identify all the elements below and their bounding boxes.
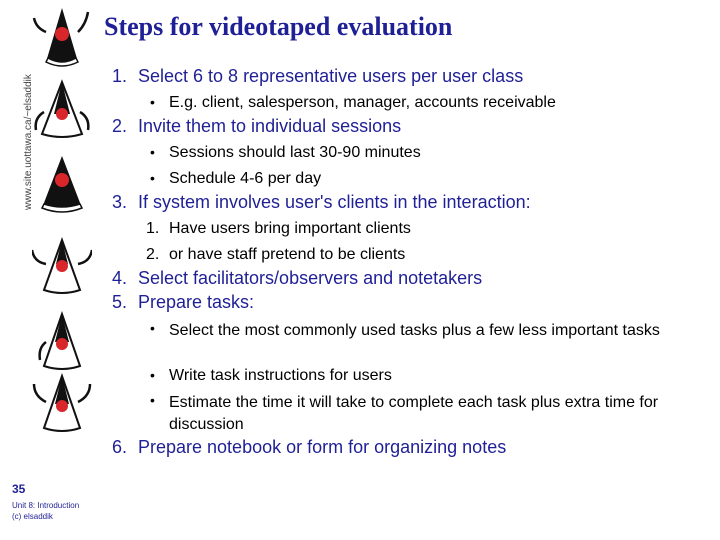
bullet-icon: • — [150, 144, 155, 160]
step-item — [112, 116, 401, 137]
step-label: Select facilitators/observers and notetakers — [138, 268, 483, 288]
bullet-text: Schedule 4-6 per day — [169, 170, 322, 187]
footer — [12, 500, 79, 522]
step-label: Prepare notebook or form for organizing notes — [138, 437, 507, 457]
step-label: Invite them to individual sessions — [138, 116, 402, 136]
bullet-icon: • — [150, 94, 155, 110]
step-item — [112, 437, 506, 458]
substep-number: 2. — [146, 246, 160, 263]
bullet-icon: • — [150, 170, 155, 186]
bullet-icon: • — [150, 320, 155, 336]
step-number: 2. — [112, 116, 128, 136]
footer-copyright: (c) elsaddik — [12, 512, 53, 521]
step-number: 4. — [112, 268, 128, 288]
step-number: 6. — [112, 437, 128, 457]
step-item — [112, 268, 482, 289]
substep-item — [146, 246, 405, 264]
step-label: If system involves user's clients in the interaction: — [138, 192, 531, 212]
bullet-icon: • — [150, 392, 155, 408]
substep-item — [146, 220, 411, 238]
footer-unit: Unit 8: Introduction — [12, 501, 80, 510]
step-number: 3. — [112, 192, 128, 212]
slide-title: Steps for videotaped evaluation — [104, 12, 453, 41]
sidebar-url-text: www.site.uottawa.ca/~elsaddik — [23, 74, 34, 210]
step-label: Prepare tasks: — [138, 292, 255, 312]
bullet-text: Sessions should last 30-90 minutes — [169, 144, 421, 161]
bullet-text: Select the most commonly used tasks plus a few less important tasks — [169, 322, 660, 339]
page-number: 35 — [12, 482, 26, 496]
bullet-text: E.g. client, salesperson, manager, accounts receivable — [169, 94, 556, 111]
step-number: 5. — [112, 292, 128, 312]
bullet-text: Write task instructions for users — [169, 367, 392, 384]
bullet-text: Estimate the time it will take to complete each task plus extra time for discussion — [169, 394, 659, 433]
substep-label: or have staff pretend to be clients — [169, 246, 406, 263]
step-number: 1. — [112, 66, 128, 86]
step-item — [112, 292, 254, 313]
step-item — [112, 192, 531, 213]
step-label: Select 6 to 8 representative users per user class — [138, 66, 524, 86]
substep-label: Have users bring important clients — [169, 220, 411, 237]
substep-number: 1. — [146, 220, 160, 237]
step-item — [112, 66, 523, 87]
bullet-icon: • — [150, 367, 155, 383]
